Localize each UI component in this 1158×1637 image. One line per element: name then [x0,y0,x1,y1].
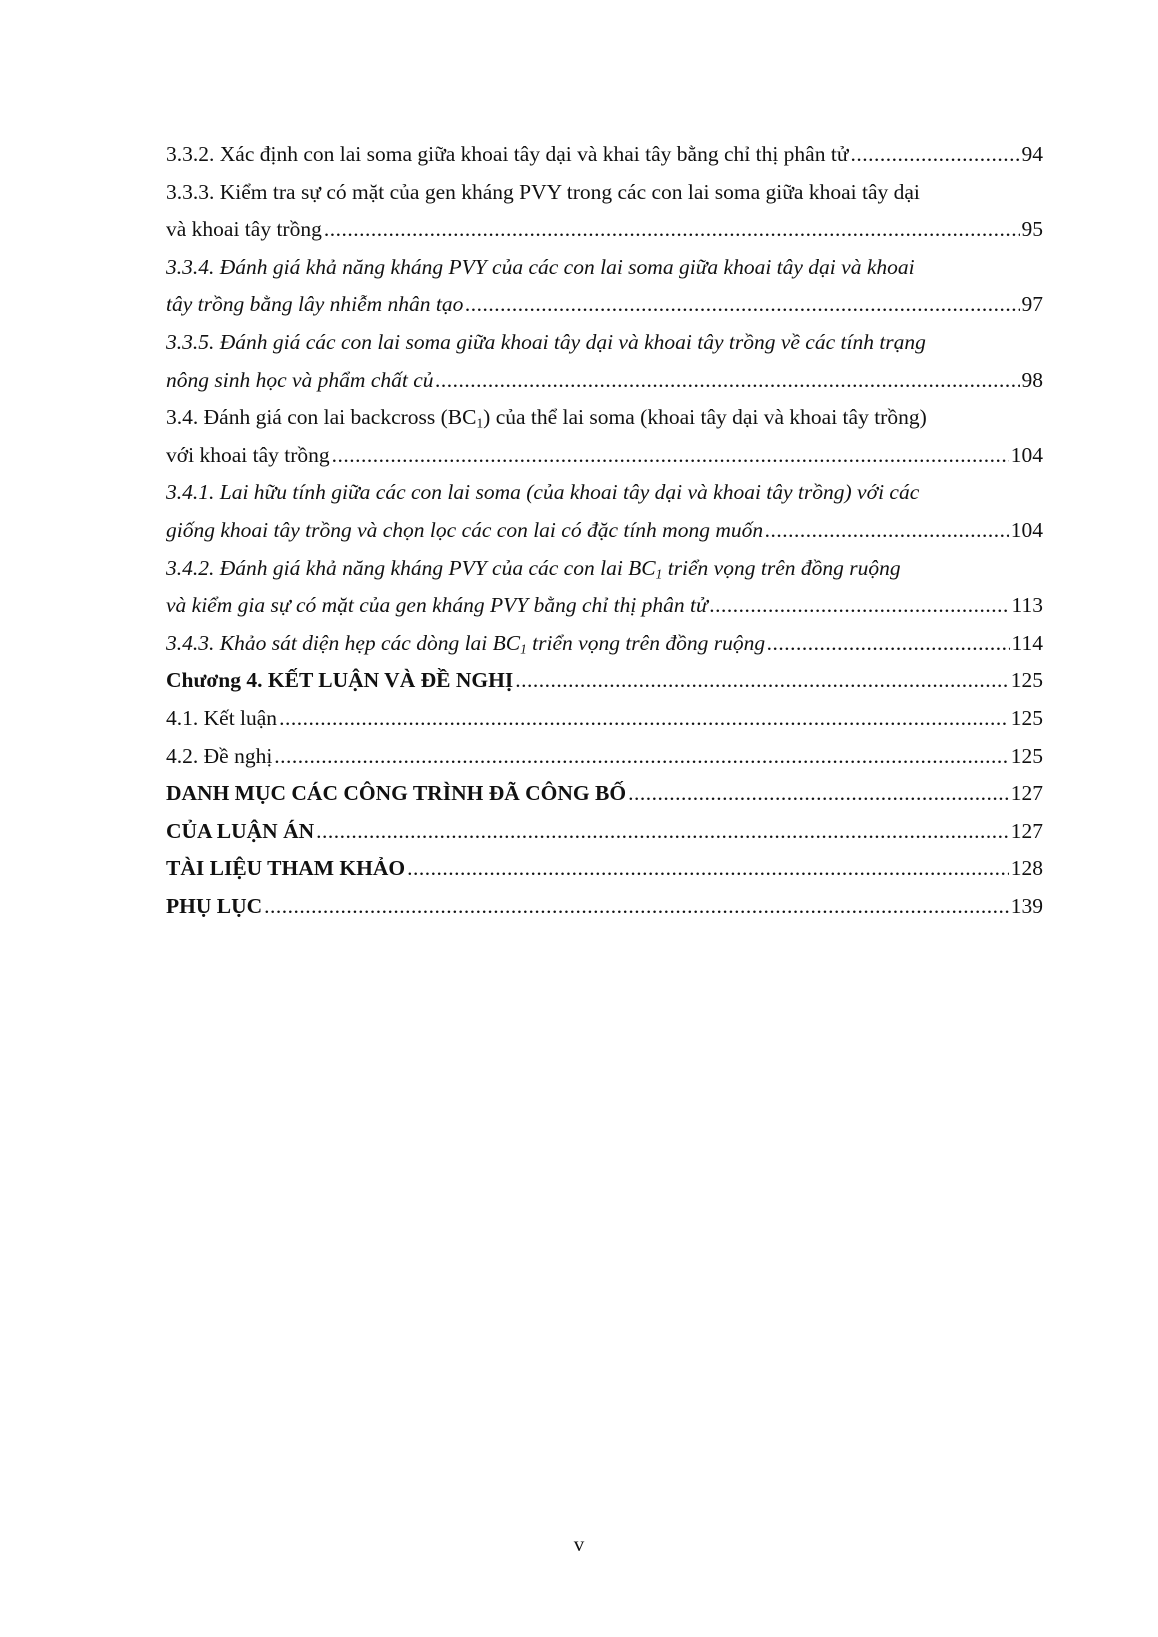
toc-title-subscript: 1 [476,415,484,431]
toc-title-subscript: 1 [655,566,663,582]
toc-entry-title-line1 [166,550,1043,588]
toc-chapter-title: KẾT LUẬN VÀ ĐỀ NGHỊ [267,668,514,693]
toc-entry-title-line1: 3.4.1. Lai hữu tính giữa các con lai soma (của khoai tây dại và khoai tây trồng) với các [166,480,920,505]
page-number: v [573,1532,585,1556]
table-of-contents [166,136,1043,925]
toc-line [166,888,1043,926]
toc-entry-title-line1: 3.3.4. Đánh giá khả năng kháng PVY của các con lai soma giữa khoai tây dại và khoai [166,254,915,279]
toc-line [166,850,1043,888]
toc-entry-3-4-3 [166,625,1043,663]
dot-leader [436,362,1020,400]
toc-title-part: ) của thể lai soma (khoai tây dại và khoai tây trồng) [483,405,927,430]
toc-page-number: 94 [1021,142,1043,166]
toc-page-number: 125 [1010,743,1043,768]
toc-title-part: triển vọng trên đồng ruộng [662,555,901,580]
toc-entry-4-1 [166,700,1043,738]
toc-page-number: 95 [1021,217,1043,242]
toc-entry-title-line2: tây trồng bằng lây nhiễm nhân tạo [166,292,464,317]
toc-line [166,512,1043,550]
toc-entry-title-line2: và kiểm gia sự có mặt của gen kháng PVY bằng chỉ thị phân tử [166,593,708,618]
dot-leader [274,738,1008,776]
toc-entry-chapter-4 [166,662,1043,700]
toc-line [166,211,1043,249]
toc-entry-title-line2: nông sinh học và phẩm chất củ [166,367,434,392]
toc-page-number: 114 [1011,630,1043,655]
toc-line [166,738,1043,776]
toc-entry-title-line1: 3.3.5. Đánh giá các con lai soma giữa khoai tây dại và khoai tây trồng về các tính trạng [166,329,926,354]
toc-entry-references [166,850,1043,888]
toc-entry-3-4-1 [166,474,1043,549]
toc-line [166,587,1043,625]
toc-page-number: 97 [1021,292,1043,317]
toc-line [166,625,1043,663]
toc-line [166,362,1043,400]
toc-entry-appendix [166,888,1043,926]
toc-line [166,136,1043,174]
toc-entry-3-3-3 [166,174,1043,249]
dot-leader [765,512,1009,550]
toc-entry-3-4-2 [166,550,1043,625]
toc-entry-publications [166,775,1043,813]
dot-leader [710,587,1010,625]
toc-entry-title [166,625,765,663]
toc-page-number: 98 [1021,367,1043,392]
toc-page-number: 125 [1010,705,1043,730]
toc-line [166,813,1043,851]
toc-page-number: 104 [1010,442,1043,467]
toc-page-number: 125 [1010,668,1043,693]
toc-entry-title-line2: với khoai tây trồng [166,442,330,467]
toc-page-number: 127 [1010,781,1043,806]
toc-page-number: 104 [1010,517,1043,542]
toc-title-subscript: 1 [520,641,527,657]
toc-title-part: 3.4. Đánh giá con lai backcross (BC [166,405,477,430]
toc-page-number: 127 [1010,818,1043,843]
toc-entry-3-3-5 [166,324,1043,399]
toc-entry-3-4 [166,399,1043,474]
toc-entry-thesis [166,813,1043,851]
toc-entry-title: 4.2. Đề nghị [166,743,273,768]
toc-page-number: 139 [1010,893,1043,918]
toc-title-part: 3.4.3. Khảo sát diện hẹp các dòng lai BC [166,630,521,655]
dot-leader [332,437,1009,475]
dot-leader [324,211,1020,249]
toc-entry-title: 3.3.2. Xác định con lai soma giữa khoai tây dại và khai tây bằng chỉ thị phân tử [166,142,849,166]
toc-entry-title: DANH MỤC CÁC CÔNG TRÌNH ĐÃ CÔNG BỐ [166,781,627,806]
toc-page-number: 128 [1010,856,1043,881]
toc-line [166,437,1043,475]
toc-chapter-prefix: Chương 4. [166,668,268,693]
dot-leader [850,136,1019,174]
dot-leader [767,625,1009,663]
toc-title-part: triển vọng trên đồng ruộng [526,630,766,655]
dot-leader [264,888,1009,926]
toc-entry-title-line2: giống khoai tây trồng và chọn lọc các con lai có đặc tính mong muốn [166,517,764,542]
toc-line [166,662,1043,700]
toc-line [166,775,1043,813]
toc-entry-title: 4.1. Kết luận [166,705,278,730]
toc-entry-title-line2: và khoai tây trồng [166,217,322,242]
toc-entry-3-3-2 [166,136,1043,174]
toc-entry-title [166,662,513,700]
toc-page-number: 113 [1011,593,1043,618]
toc-line [166,286,1043,324]
toc-entry-4-2 [166,738,1043,776]
dot-leader [628,775,1009,813]
dot-leader [316,813,1009,851]
toc-entry-title: TÀI LIỆU THAM KHẢO [166,856,406,881]
toc-entry-title: CỦA LUẬN ÁN [166,818,315,843]
toc-entry-title: PHỤ LỤC [166,893,263,918]
dot-leader [407,850,1009,888]
dot-leader [279,700,1009,738]
dot-leader [465,286,1019,324]
toc-entry-title-line1 [166,399,1043,437]
dot-leader [515,662,1009,700]
toc-line [166,700,1043,738]
toc-entry-title-line1: 3.3.3. Kiểm tra sự có mặt của gen kháng PVY trong các con lai soma giữa khoai tây dại [166,179,920,204]
toc-title-part: 3.4.2. Đánh giá khả năng kháng PVY của các con lai BC [166,555,656,580]
toc-entry-3-3-4 [166,249,1043,324]
